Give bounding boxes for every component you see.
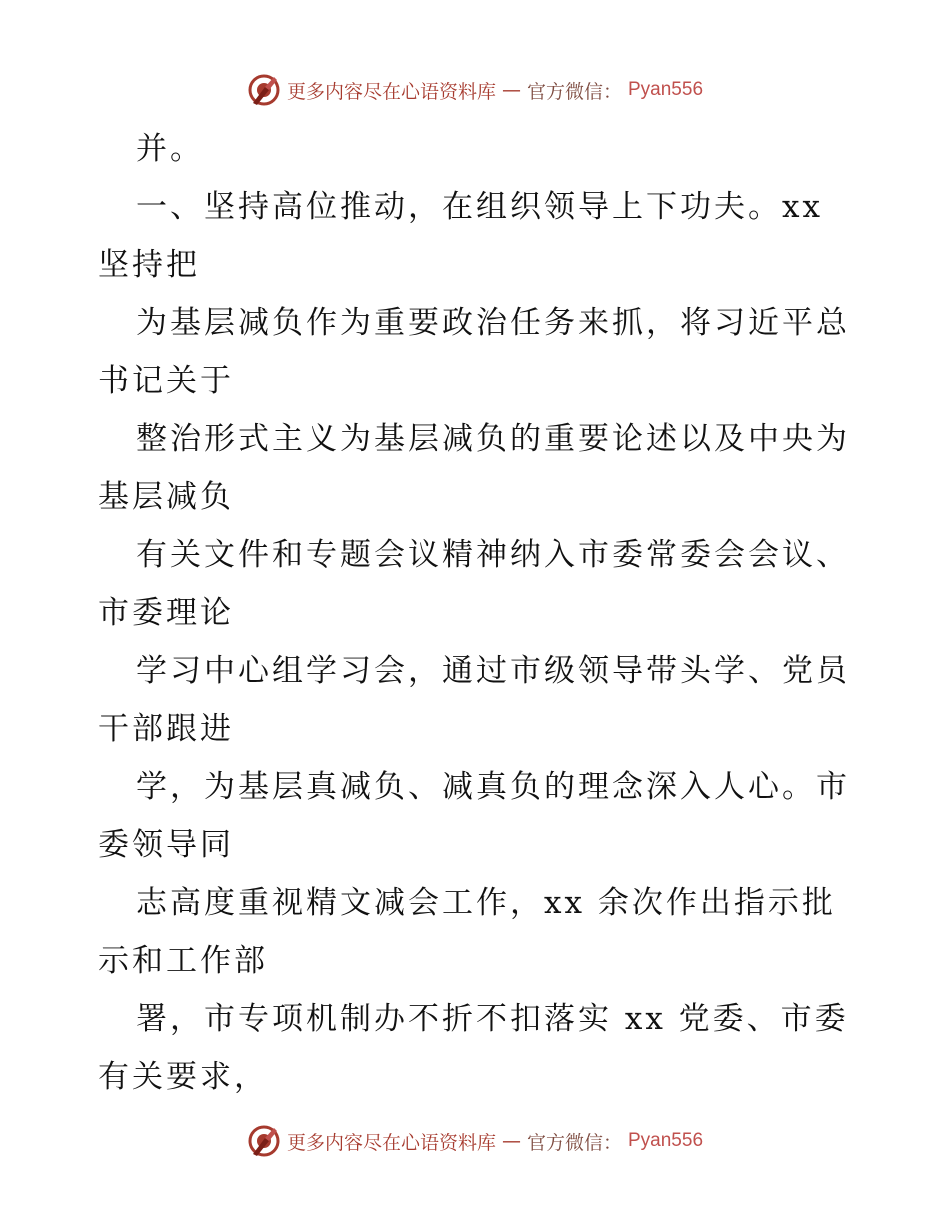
document-line: 署，市专项机制办不折不扣落实 xx 党委、市委 xyxy=(136,1001,849,1037)
pen-circle-icon xyxy=(247,1124,281,1158)
document-line: 志高度重视精文减会工作，xx 余次作出指示批 xyxy=(136,885,836,921)
document-line: 学，为基层真减负、减真负的理念深入人心。市 xyxy=(136,769,850,805)
watermark-separator: — xyxy=(501,1130,521,1152)
document-line: 基层减负 xyxy=(98,479,234,515)
watermark-id: Pyan556 xyxy=(628,79,704,100)
watermark-id: Pyan556 xyxy=(628,1130,704,1151)
footer-watermark xyxy=(0,1121,950,1161)
document-line: 一、坚持高位推动，在组织领导上下功夫。xx xyxy=(136,189,823,225)
document-line: 有关文件和专题会议精神纳入市委常委会会议、 xyxy=(136,537,850,573)
document-line: 坚持把 xyxy=(98,247,200,283)
document-line: 学习中心组学习会，通过市级领导带头学、党员 xyxy=(136,653,850,689)
document-line: 示和工作部 xyxy=(98,943,268,979)
document-line: 为基层减负作为重要政治任务来抓，将习近平总 xyxy=(136,305,850,341)
document-line: 市委理论 xyxy=(98,595,234,631)
document-line: 有关要求， xyxy=(98,1059,268,1095)
document-line: 委领导同 xyxy=(98,827,234,863)
document-line: 并。 xyxy=(136,131,204,167)
document-line: 书记关于 xyxy=(98,363,234,399)
document-line: 整治形式主义为基层减负的重要论述以及中央为 xyxy=(136,421,850,457)
watermark-official: 官方微信： xyxy=(526,80,622,103)
header-watermark xyxy=(0,70,950,110)
watermark-brand: 更多内容尽在心语资料库 xyxy=(286,80,496,103)
watermark-official: 官方微信： xyxy=(526,1131,622,1154)
document-body xyxy=(98,120,858,1106)
watermark-brand: 更多内容尽在心语资料库 xyxy=(286,1131,496,1154)
watermark-separator: — xyxy=(501,79,521,101)
document-line: 干部跟进 xyxy=(98,711,234,747)
pen-circle-icon xyxy=(247,73,281,107)
